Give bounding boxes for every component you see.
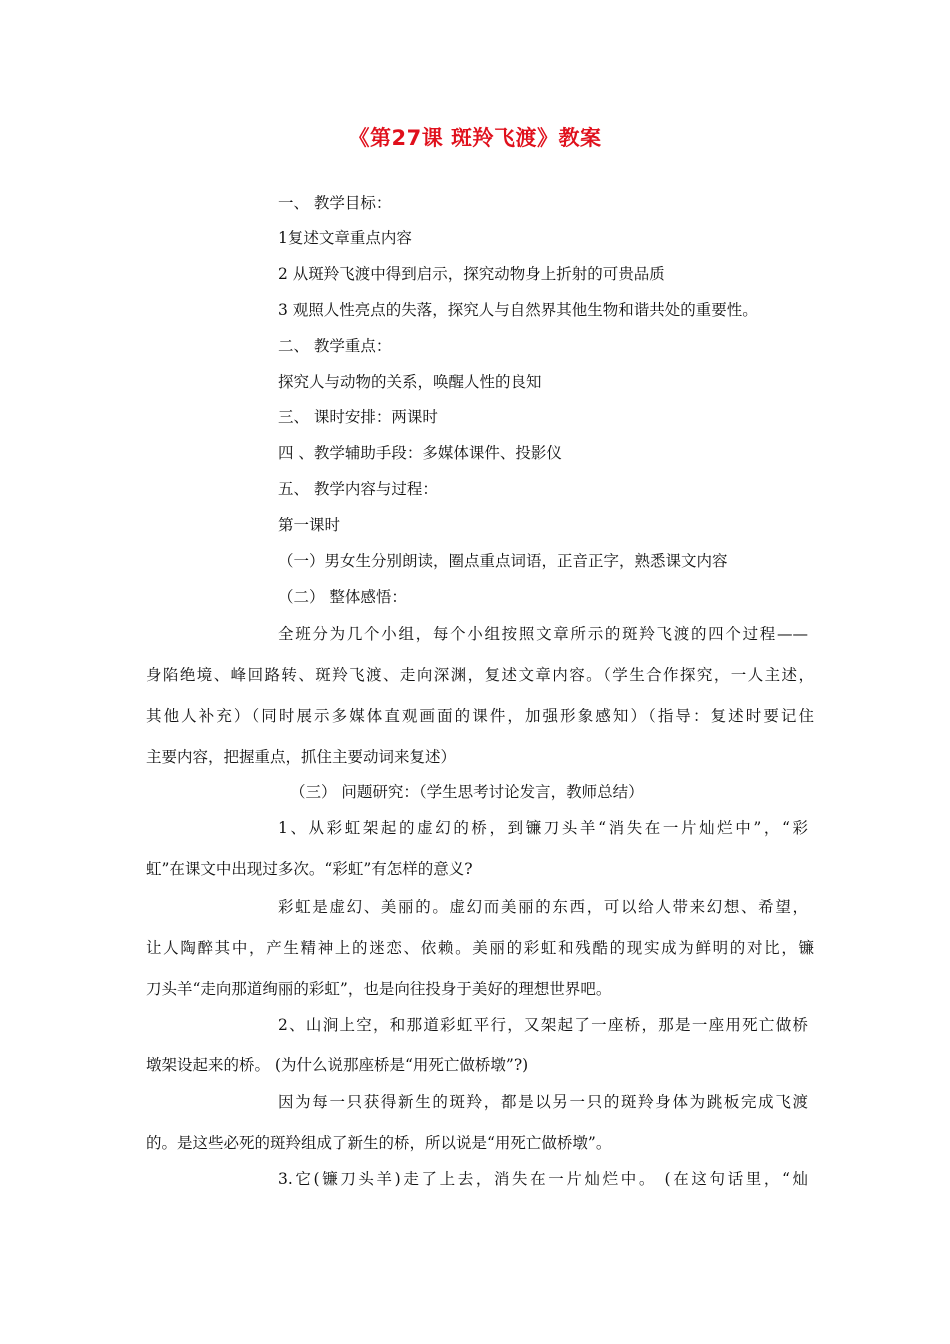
question-3-line: 3.它(镰刀头羊)走了上去，消失在一片灿烂中。 (在这句话里，“灿 <box>278 1170 808 1188</box>
document-title: 《第27课 斑羚飞渡》教案 <box>348 126 602 150</box>
section-heading-objectives: 一、 教学目标： <box>278 194 392 212</box>
question-2-line: 2、山涧上空，和那道彩虹平行，又架起了一座桥，那是一座用死亡做桥 <box>278 1016 808 1034</box>
section-heading-aids: 四 、教学辅助手段：多媒体课件、投影仪 <box>278 444 562 462</box>
objective-1: 1复述文章重点内容 <box>278 229 412 247</box>
section-heading-key-points: 二、 教学重点： <box>278 337 392 355</box>
paragraph-line: 主要内容，把握重点，抓住主要动词来复述） <box>146 748 457 766</box>
question-1-line: 1、从彩虹架起的虚幻的桥，到镰刀头羊“消失在一片灿烂中”，“彩 <box>278 819 808 837</box>
step-three-heading: （三） 问题研究：（学生思考讨论发言，教师总结） <box>290 783 644 801</box>
lesson-one-heading: 第一课时 <box>278 516 341 534</box>
objective-3: 3 观照人性亮点的失落，探究人与自然界其他生物和谐共处的重要性。 <box>278 301 758 319</box>
paragraph-line: 身陷绝境、峰回路转、斑羚飞渡、走向深渊，复述文章内容。（学生合作探究，一人主述， <box>146 666 814 684</box>
section-heading-schedule: 三、 课时安排：两课时 <box>278 408 438 426</box>
question-2-line: 墩架设起来的桥。 (为什么说那座桥是“用死亡做桥墩”?) <box>146 1056 529 1074</box>
answer-2-line: 的。是这些必死的斑羚组成了新生的桥，所以说是“用死亡做桥墩”。 <box>146 1134 612 1152</box>
key-point-text: 探究人与动物的关系，唤醒人性的良知 <box>278 373 542 391</box>
step-two-heading: （二） 整体感悟： <box>278 588 407 606</box>
objective-2: 2 从斑羚飞渡中得到启示，探究动物身上折射的可贵品质 <box>278 265 665 283</box>
paragraph-line: 其他人补充）（同时展示多媒体直观画面的课件，加强形象感知）（指导：复述时要记住 <box>146 707 814 725</box>
step-one-reading: （一）男女生分别朗读，圈点重点词语，正音正字，熟悉课文内容 <box>278 552 728 570</box>
answer-1-line: 刀头羊“走向那道绚丽的彩虹”，也是向往投身于美好的理想世界吧。 <box>146 980 612 998</box>
answer-1-line: 让人陶醉其中，产生精神上的迷恋、依赖。美丽的彩虹和残酷的现实成为鲜明的对比，镰 <box>146 939 814 957</box>
answer-1-line: 彩虹是虚幻、美丽的。虚幻而美丽的东西，可以给人带来幻想、希望， <box>278 898 808 916</box>
section-heading-process: 五、 教学内容与过程： <box>278 480 438 498</box>
question-1-line: 虹”在课文中出现过多次。“彩虹”有怎样的意义? <box>146 860 473 878</box>
paragraph-line: 全班分为几个小组，每个小组按照文章所示的斑羚飞渡的四个过程—— <box>278 625 808 643</box>
answer-2-line: 因为每一只获得新生的斑羚，都是以另一只的斑羚身体为跳板完成飞渡 <box>278 1093 808 1111</box>
